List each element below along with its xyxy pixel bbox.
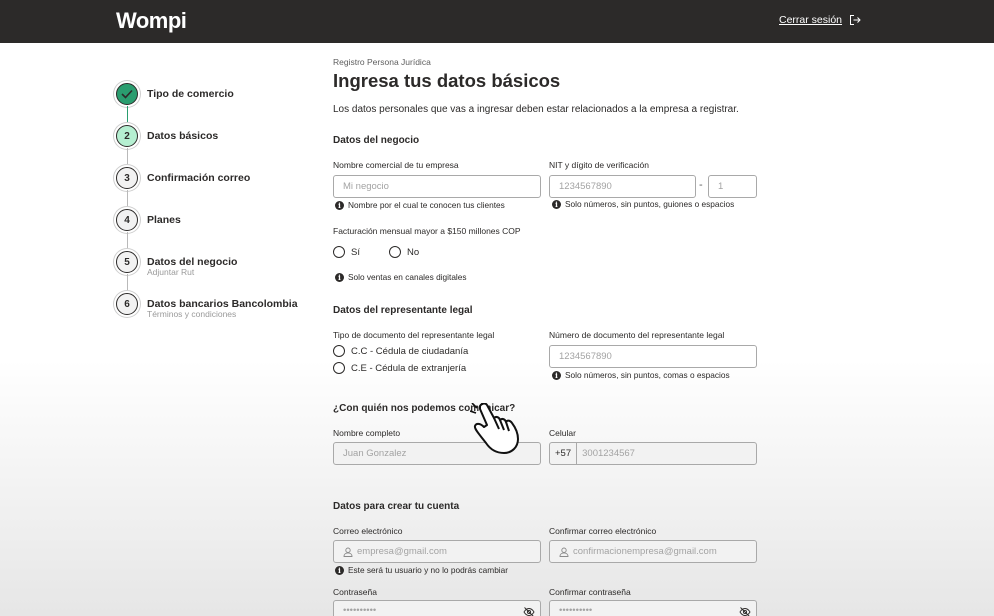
doc-number-placeholder: 1234567890 (559, 351, 612, 362)
step-tipo-comercio (116, 83, 316, 125)
full-name-label: Nombre completo (333, 428, 401, 438)
phone-input[interactable] (549, 442, 757, 465)
step-number: 2 (116, 125, 138, 147)
user-icon (559, 547, 569, 557)
hint-text: Solo ventas en canales digitales (348, 272, 467, 282)
step-done-badge (116, 83, 138, 105)
verification-digit-input[interactable] (708, 175, 757, 198)
info-icon: i (552, 200, 561, 209)
step-datos-bancarios (116, 293, 316, 335)
billing-hint (335, 272, 467, 282)
breadcrumb: Registro Persona Jurídica (333, 57, 431, 67)
doc-number-label: Número de documento del representante legal (549, 330, 725, 340)
step-label: Datos bancarios Bancolombia (147, 298, 298, 310)
email-confirm-placeholder: confirmacionempresa@gmail.com (573, 546, 717, 557)
eye-off-icon[interactable] (739, 606, 751, 616)
radio-circle (333, 345, 345, 357)
radio-circle (333, 246, 345, 258)
doc-type-label: Tipo de documento del representante legal (333, 330, 495, 340)
step-datos-negocio (116, 251, 316, 293)
step-label: Datos del negocio (147, 256, 238, 268)
password-input[interactable] (333, 600, 541, 616)
nit-separator: - (699, 179, 703, 191)
password-confirm-label: Confirmar contraseña (549, 587, 631, 597)
step-connector (127, 148, 128, 167)
billing-no-radio[interactable] (389, 246, 419, 258)
nit-input[interactable] (549, 175, 696, 198)
step-sublabel: Términos y condiciones (147, 309, 237, 319)
radio-label: C.E - Cédula de extranjería (351, 362, 467, 374)
doc-ce-radio[interactable] (333, 362, 466, 374)
page-description: Los datos personales que vas a ingresar deben estar relacionados a la empresa a registrar. (333, 104, 739, 115)
contact-section-title: ¿Con quién nos podemos comunicar? (333, 403, 516, 414)
info-icon: i (552, 371, 561, 380)
radio-label: Sí (351, 246, 360, 258)
nit-hint (552, 199, 734, 209)
billing-label: Facturación mensual mayor a $150 millones COP (333, 226, 521, 236)
email-label: Correo electrónico (333, 526, 403, 536)
email-confirm-label: Confirmar correo electrónico (549, 526, 657, 536)
step-number: 3 (116, 167, 138, 189)
business-name-placeholder: Mi negocio (343, 181, 389, 192)
billing-yes-radio[interactable] (333, 246, 360, 258)
doc-cc-radio[interactable] (333, 345, 468, 357)
step-number: 4 (116, 209, 138, 231)
step-label: Tipo de comercio (147, 88, 234, 100)
nit-label: NIT y dígito de verificación (549, 160, 649, 170)
full-name-placeholder: Juan Gonzalez (343, 448, 407, 459)
step-number: 6 (116, 293, 138, 315)
logout-icon (849, 14, 861, 26)
step-planes (116, 209, 316, 251)
step-label: Confirmación correo (147, 172, 251, 184)
hint-text: Este será tu usuario y no lo podrás cambiar (348, 565, 509, 575)
step-label: Datos básicos (147, 130, 219, 142)
business-name-input[interactable] (333, 175, 541, 198)
password-label: Contraseña (333, 587, 377, 597)
wompi-logo: Wompi (116, 8, 187, 33)
info-icon: i (335, 201, 344, 210)
info-icon: i (335, 273, 344, 282)
account-section-title: Datos para crear tu cuenta (333, 501, 460, 512)
radio-label: C.C - Cédula de ciudadanía (351, 345, 469, 357)
user-icon (343, 547, 353, 557)
step-label: Planes (147, 214, 181, 226)
email-placeholder: empresa@gmail.com (357, 546, 447, 557)
hand-pointer-cursor-icon (470, 403, 522, 457)
business-section-title: Datos del negocio (333, 135, 420, 146)
step-connector (127, 274, 128, 293)
logout-link[interactable] (779, 14, 861, 26)
phone-label: Celular (549, 428, 576, 438)
eye-off-icon[interactable] (523, 606, 535, 616)
password-value: •••••••••• (343, 605, 377, 616)
page-title: Ingresa tus datos básicos (333, 70, 561, 91)
step-datos-basicos (116, 125, 316, 167)
radio-circle (389, 246, 401, 258)
hint-text: Solo números, sin puntos, comas o espacios (565, 370, 730, 380)
password-confirm-input[interactable] (549, 600, 757, 616)
country-code-prefix: +57 (555, 442, 577, 465)
logout-label: Cerrar sesión (779, 14, 843, 26)
legal-section-title: Datos del representante legal (333, 305, 473, 316)
business-name-hint (335, 200, 505, 210)
step-sublabel: Adjuntar Rut (147, 267, 195, 277)
email-input[interactable] (333, 540, 541, 563)
step-connector (127, 190, 128, 209)
radio-label: No (407, 246, 420, 258)
verification-digit-placeholder: 1 (718, 181, 724, 192)
progress-stepper (116, 83, 316, 335)
doc-number-input[interactable] (549, 345, 757, 368)
step-confirmacion-correo (116, 167, 316, 209)
email-hint (335, 565, 508, 575)
top-bar (0, 0, 994, 43)
hint-text: Nombre por el cual te conocen tus clientes (348, 200, 505, 210)
hint-text: Solo números, sin puntos, guiones o espacios (565, 199, 735, 209)
check-icon (121, 89, 133, 99)
email-confirm-input[interactable] (549, 540, 757, 563)
nit-placeholder: 1234567890 (559, 181, 612, 192)
business-name-label: Nombre comercial de tu empresa (333, 160, 459, 170)
info-icon: i (335, 566, 344, 575)
phone-placeholder: 3001234567 (582, 448, 635, 459)
radio-circle (333, 362, 345, 374)
step-connector (127, 232, 128, 251)
doc-number-hint (552, 370, 730, 380)
step-connector (127, 106, 128, 125)
password-confirm-value: •••••••••• (559, 605, 593, 616)
step-number: 5 (116, 251, 138, 273)
